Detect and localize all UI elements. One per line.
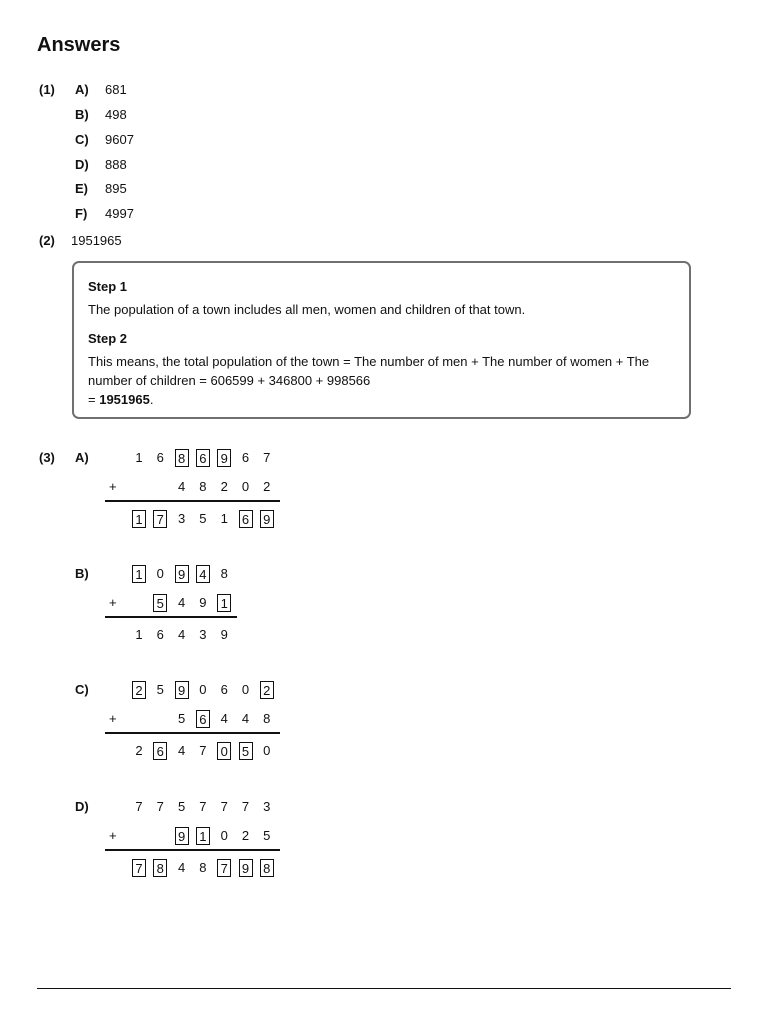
q1-c-letter: C) [75, 132, 89, 147]
answer-digit-box: 7 [153, 510, 167, 528]
answer-digit-box: 8 [260, 859, 274, 877]
step-2-result [88, 390, 682, 409]
step-2-heading: Step 2 [88, 331, 128, 346]
q1-f-answer: 4997 [105, 206, 134, 221]
q1-b-answer: 498 [105, 107, 127, 122]
plus-sign: + [109, 828, 117, 843]
digit: 3 [199, 627, 207, 642]
answer-digit-box: 1 [132, 565, 146, 583]
answer-digit-box: 9 [217, 449, 231, 467]
answer-digit-box: 8 [175, 449, 189, 467]
answer-digit-box: 2 [260, 681, 274, 699]
plus-sign: + [109, 595, 117, 610]
answer-digit-box: 9 [175, 681, 189, 699]
digit: 4 [177, 860, 186, 875]
digit: 1 [220, 511, 228, 526]
digit: 1 [135, 627, 143, 642]
q1-a-letter: A) [75, 82, 89, 97]
answer-digit-box: 8 [153, 859, 167, 877]
answer-digit-box: 1 [196, 827, 210, 845]
step-2-result-suffix: . [149, 392, 154, 407]
q1-e-letter: E) [75, 181, 88, 196]
digit: 1 [135, 450, 143, 465]
step-1-text: The population of a town includes all men, women and children of that town. [88, 302, 526, 317]
answer-digit-box: 7 [217, 859, 231, 877]
step-2-text: This means, the total population of the town = The number of men + The number of women + The number of children = 606599 + 346800 + 998566 [88, 354, 650, 388]
digit: 7 [199, 743, 207, 758]
step-2-result-prefix: = [88, 392, 100, 407]
digit: 5 [156, 682, 164, 697]
answer-digit-box: 6 [196, 449, 210, 467]
q3-problem-letter: D) [75, 799, 89, 814]
digit: 2 [263, 479, 271, 494]
digit: 9 [220, 627, 228, 642]
digit: 4 [177, 627, 186, 642]
plus-sign: + [109, 479, 117, 494]
question-2-number: (2) [39, 233, 55, 248]
digit: 0 [241, 682, 250, 697]
digit: 2 [241, 828, 250, 843]
digit: 8 [263, 711, 271, 726]
digit: 3 [177, 511, 186, 526]
digit: 7 [156, 799, 164, 814]
answer-digit-box: 9 [239, 859, 253, 877]
answer-digit-box: 9 [260, 510, 274, 528]
footer-divider [37, 988, 731, 989]
digit: 4 [177, 743, 186, 758]
answer-digit-box: 9 [175, 565, 189, 583]
answer-digit-box: 1 [217, 594, 231, 612]
q1-b-letter: B) [75, 107, 89, 122]
digit: 4 [241, 711, 250, 726]
digit: 2 [135, 743, 143, 758]
page-title: Answers [37, 34, 121, 56]
digit: 5 [263, 828, 271, 843]
answer-digit-box: 9 [175, 827, 189, 845]
question-3-number: (3) [39, 450, 55, 465]
digit: 6 [241, 450, 250, 465]
digit: 9 [199, 595, 207, 610]
digit: 2 [220, 479, 228, 494]
answer-digit-box: 1 [132, 510, 146, 528]
sum-rule-line [105, 500, 280, 502]
plus-sign: + [109, 711, 117, 726]
answer-digit-box: 6 [239, 510, 253, 528]
q1-d-letter: D) [75, 157, 89, 172]
q3-problem-letter: A) [75, 450, 89, 465]
sum-rule-line [105, 849, 280, 851]
solution-steps-box [72, 261, 691, 419]
answer-digit-box: 7 [132, 859, 146, 877]
q1-f-letter: F) [75, 206, 88, 221]
digit: 8 [199, 479, 207, 494]
digit: 8 [220, 566, 228, 581]
digit: 5 [177, 711, 186, 726]
digit: 5 [199, 511, 207, 526]
q3-problem-letter: B) [75, 566, 89, 581]
q1-d-answer: 888 [105, 157, 127, 172]
digit: 5 [177, 799, 186, 814]
answer-digit-box: 4 [196, 565, 210, 583]
step-2-result-value: 1951965 [99, 392, 150, 407]
digit: 6 [156, 450, 164, 465]
digit: 7 [263, 450, 271, 465]
sum-rule-line [105, 616, 237, 618]
q1-e-answer: 895 [105, 181, 127, 196]
answer-digit-box: 5 [153, 594, 167, 612]
digit: 0 [220, 828, 228, 843]
question-1-number: (1) [39, 82, 55, 97]
q2-answer: 1951965 [71, 233, 122, 248]
sum-rule-line [105, 732, 280, 734]
digit: 4 [177, 595, 186, 610]
digit: 4 [220, 711, 228, 726]
answer-digit-box: 0 [217, 742, 231, 760]
digit: 7 [241, 799, 250, 814]
digit: 7 [220, 799, 228, 814]
digit: 7 [135, 799, 143, 814]
digit: 8 [199, 860, 207, 875]
q3-problem-letter: C) [75, 682, 89, 697]
digit: 6 [156, 627, 164, 642]
step-1-heading: Step 1 [88, 279, 128, 294]
digit: 0 [241, 479, 250, 494]
digit: 0 [263, 743, 271, 758]
digit: 0 [156, 566, 164, 581]
answer-digit-box: 5 [239, 742, 253, 760]
q1-a-answer: 681 [105, 82, 127, 97]
digit: 0 [199, 682, 207, 697]
digit: 3 [263, 799, 271, 814]
answer-digit-box: 2 [132, 681, 146, 699]
q1-c-answer: 9607 [105, 132, 134, 147]
digit: 7 [199, 799, 207, 814]
answer-digit-box: 6 [153, 742, 167, 760]
answer-digit-box: 6 [196, 710, 210, 728]
digit: 4 [177, 479, 186, 494]
digit: 6 [220, 682, 228, 697]
